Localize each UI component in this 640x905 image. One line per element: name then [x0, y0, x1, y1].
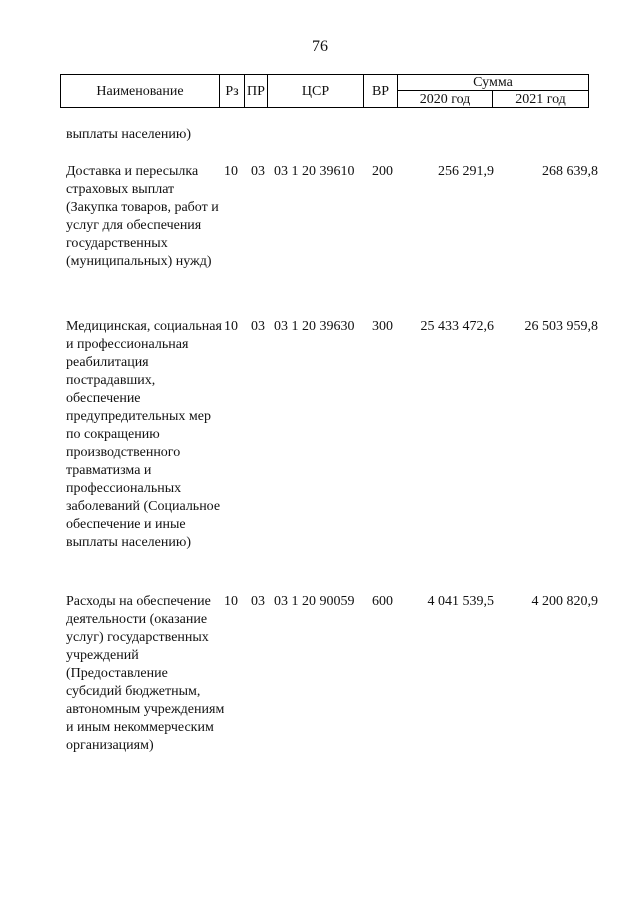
- row-vr: 600: [372, 594, 393, 609]
- table-header: [60, 74, 589, 108]
- row-rz: 10: [224, 164, 238, 179]
- header-vr: ВР: [364, 75, 398, 108]
- row-csr: 03 1 20 90059: [274, 594, 355, 609]
- row-rz: 10: [224, 319, 238, 334]
- row-sum-2021: 26 503 959,8: [524, 319, 598, 334]
- header-year-2021: 2021 год: [493, 91, 589, 108]
- row-sum-2020: 25 433 472,6: [420, 319, 494, 334]
- row-vr: 200: [372, 164, 393, 179]
- header-year-2020: 2020 год: [398, 91, 493, 108]
- page-number: 76: [312, 38, 328, 55]
- row-pr: 03: [251, 164, 265, 179]
- row-vr: 300: [372, 319, 393, 334]
- row-pr: 03: [251, 594, 265, 609]
- row-rz: 10: [224, 594, 238, 609]
- header-csr: ЦСР: [268, 75, 364, 108]
- row-sum-2021: 4 200 820,9: [531, 594, 598, 609]
- row-csr: 03 1 20 39610: [274, 164, 355, 179]
- row-name: Доставка и пересылка страховых выплат (Закупка товаров, работ и услуг для обеспечения государственных (муниципальных) нужд): [66, 164, 219, 269]
- row-sum-2021: 268 639,8: [542, 164, 598, 179]
- continuation-text: выплаты населению): [66, 127, 191, 142]
- row-name: Медицинская, социальная и профессиональная реабилитация пострадавших, обеспечение предупредительных мер по сокращению производственного травматизма и профессиональных заболеваний (Социальное обеспечение и иные выплаты населению): [66, 319, 222, 550]
- row-pr: 03: [251, 319, 265, 334]
- row-csr: 03 1 20 39630: [274, 319, 355, 334]
- header-name: Наименование: [61, 75, 220, 108]
- row-sum-2020: 256 291,9: [438, 164, 494, 179]
- header-sum: Сумма: [398, 75, 589, 91]
- header-pr: ПР: [245, 75, 268, 108]
- row-sum-2020: 4 041 539,5: [427, 594, 494, 609]
- row-name: Расходы на обеспечение деятельности (оказание услуг) государственных учреждений (Предоставление субсидий бюджетным, автономным учреждениям и иным некоммерческим организациям): [66, 594, 225, 753]
- header-rz: Рз: [220, 75, 245, 108]
